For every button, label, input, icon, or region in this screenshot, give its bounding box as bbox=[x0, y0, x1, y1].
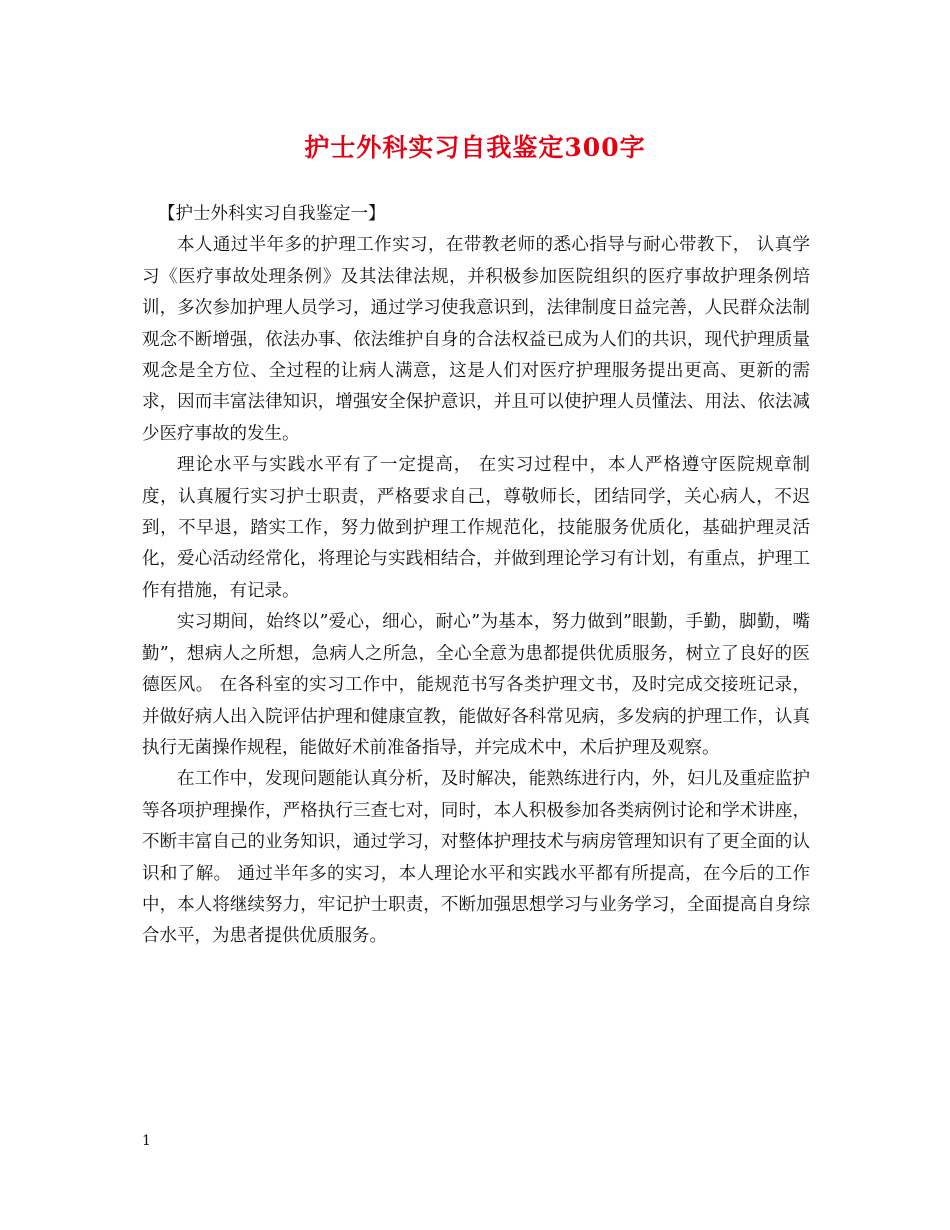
paragraph-2: 理论水平与实践水平有了一定提高， 在实习过程中，本人严格遵守医院规章制度，认真履行实习护士职责，严格要求自己，尊敬师长，团结同学，关心病人，不迟到，不早退，踏实工作，努力做到护理工作规范化，技能服务优质化，基础护理灵活化，爱心活动经常化，将理论与实践相结合，并做到理论学习有计划，有重点，护理工作有措施，有记录。 bbox=[142, 455, 810, 601]
paragraph-4: 在工作中，发现问题能认真分析，及时解决，能熟练进行内，外，妇儿及重症监护等各项护理操作，严格执行三查七对，同时，本人积极参加各类病例讨论和学术讲座，不断丰富自己的业务知识，通过学习，对整体护理技术与病房管理知识有了更全面的认识和了解。 通过半年多的实习，本人理论水平和实践水平都有所提高，在今后的工作中，本人将继续努力，牢记护士职责，不断加强思想学习与业务学习，全面提高自身综合水平，为患者提供优质服务。 bbox=[142, 769, 810, 947]
document-title: 护士外科实习自我鉴定300字 bbox=[304, 133, 646, 162]
paragraph-3: 实习期间，始终以”爱心，细心，耐心”为基本，努力做到”眼勤，手勤，脚勤，嘴勤”，想病人之所想，急病人之所急，全心全意为患都提供优质服务，树立了良好的医德医风。 在各科室的实习工作中，能规范书写各类护理文书，及时完成交接班记录，并做好病人出入院评估护理和健康宣教，能做好各科常见病，多发病的护理工作，认真执行无菌操作规程，能做好术前准备指导，并完成术中，术后护理及观察。 bbox=[142, 612, 810, 758]
paragraph-1: 本人通过半年多的护理工作实习，在带教老师的悉心指导与耐心带教下， 认真学习《医疗事故处理条例》及其法律法规，并积极参加医院组织的医疗事故护理条例培训，多次参加护理人员学习，通过学习使我意识到，法律制度日益完善，人民群众法制观念不断增强，依法办事、依法维护自身的合法权益已成为人们的共识，现代护理质量观念是全方位、全过程的让病人满意，这是人们对医疗护理服务提出更高、更新的需求，因而丰富法律知识，增强安全保护意识，并且可以使护理人员懂法、用法、依法减少医疗事故的发生。 bbox=[142, 235, 810, 444]
section-heading: 【护士外科实习自我鉴定一】 bbox=[158, 204, 386, 224]
document-body bbox=[142, 199, 810, 953]
page-number: 1 bbox=[142, 1133, 151, 1149]
